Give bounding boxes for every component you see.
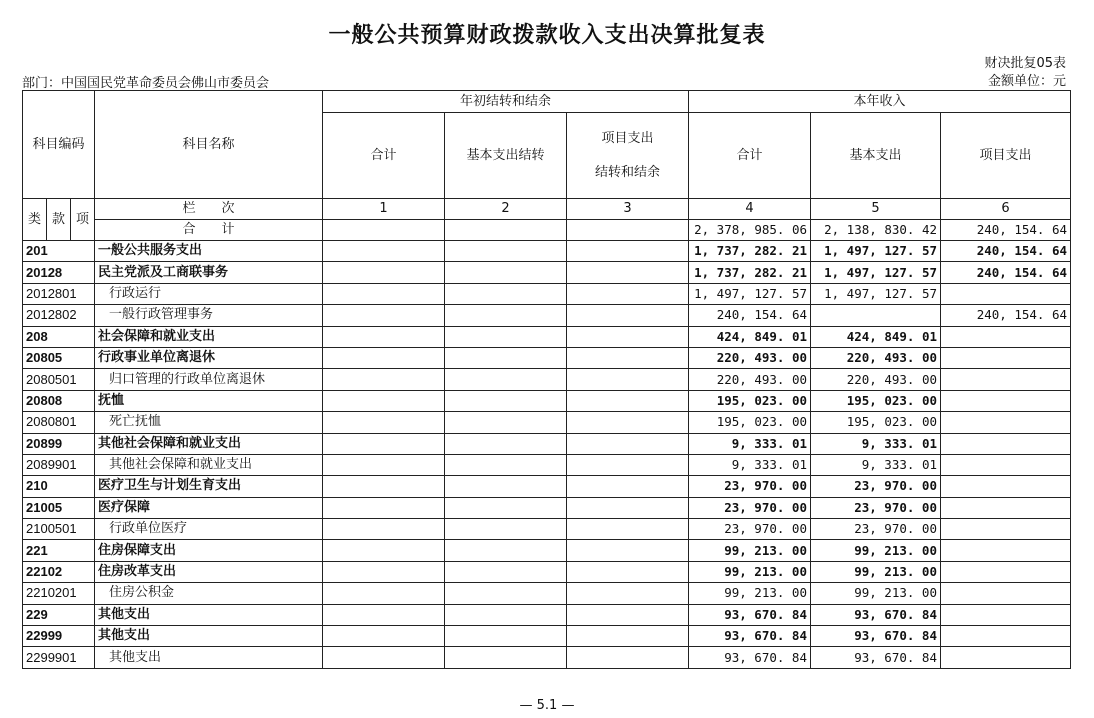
header-income-total: 合计 (689, 113, 811, 199)
table-row (23, 241, 1071, 262)
row-carry-c1 (323, 497, 445, 518)
row-c5: 220, 493. 00 (811, 369, 941, 390)
row-code: 201 (23, 241, 95, 262)
header-project-exp: 项目支出 (941, 113, 1071, 199)
row-c6 (941, 583, 1071, 604)
row-c5: 9, 333. 01 (811, 433, 941, 454)
row-carry-c3 (567, 433, 689, 454)
row-code: 210 (23, 476, 95, 497)
table-row (23, 519, 1071, 540)
row-code: 2210201 (23, 583, 95, 604)
row-c4: 23, 970. 00 (689, 519, 811, 540)
sum-label: 合 计 (95, 220, 323, 241)
row-carry-c3 (567, 626, 689, 647)
row-c4: 93, 670. 84 (689, 647, 811, 668)
row-code: 20128 (23, 262, 95, 283)
row-code: 20899 (23, 433, 95, 454)
table-row (23, 583, 1071, 604)
row-carry-c1 (323, 390, 445, 411)
header-xiang: 项 (71, 199, 95, 241)
table-row (23, 454, 1071, 475)
row-code: 2012801 (23, 283, 95, 304)
row-c6 (941, 540, 1071, 561)
table-body (23, 241, 1071, 669)
sum-c2 (445, 220, 567, 241)
row-carry-c3 (567, 519, 689, 540)
row-name: 抚恤 (95, 390, 323, 411)
row-c4: 99, 213. 00 (689, 583, 811, 604)
row-code: 22102 (23, 561, 95, 582)
row-name: 民主党派及工商联事务 (95, 262, 323, 283)
row-c5 (811, 305, 941, 326)
row-carry-c3 (567, 369, 689, 390)
row-code: 2012802 (23, 305, 95, 326)
row-c4: 23, 970. 00 (689, 497, 811, 518)
header-project-carry-line1: 项目支出 (601, 130, 654, 146)
row-carry-c3 (567, 305, 689, 326)
row-carry-c2 (445, 283, 567, 304)
row-c5: 99, 213. 00 (811, 583, 941, 604)
row-name: 归口管理的行政单位离退休 (95, 369, 323, 390)
row-carry-c2 (445, 583, 567, 604)
row-c6 (941, 497, 1071, 518)
header-subject-code: 科目编码 (23, 91, 95, 199)
header-basic-exp: 基本支出 (811, 113, 941, 199)
row-carry-c2 (445, 540, 567, 561)
row-c4: 220, 493. 00 (689, 347, 811, 368)
row-carry-c1 (323, 326, 445, 347)
sum-c6: 240, 154. 64 (941, 220, 1071, 241)
header-carry-total: 合计 (323, 113, 445, 199)
row-name: 其他社会保障和就业支出 (95, 433, 323, 454)
row-c4: 93, 670. 84 (689, 626, 811, 647)
row-c5: 1, 497, 127. 57 (811, 241, 941, 262)
row-name: 其他支出 (95, 647, 323, 668)
table-row (23, 262, 1071, 283)
table-row (23, 604, 1071, 625)
budget-table (22, 90, 1071, 669)
row-c5: 23, 970. 00 (811, 519, 941, 540)
row-carry-c3 (567, 476, 689, 497)
row-carry-c3 (567, 412, 689, 433)
row-c4: 195, 023. 00 (689, 390, 811, 411)
sum-c5: 2, 138, 830. 42 (811, 220, 941, 241)
row-carry-c1 (323, 369, 445, 390)
row-code: 208 (23, 326, 95, 347)
department-label: 部门：中国国民党革命委员会佛山市委员会 (22, 76, 270, 91)
row-c4: 9, 333. 01 (689, 454, 811, 475)
row-c4: 99, 213. 00 (689, 561, 811, 582)
row-code: 229 (23, 604, 95, 625)
row-name: 其他支出 (95, 604, 323, 625)
row-name: 医疗卫生与计划生育支出 (95, 476, 323, 497)
table-row (23, 390, 1071, 411)
row-c4: 240, 154. 64 (689, 305, 811, 326)
page-number: — 5.1 — (519, 698, 575, 713)
row-carry-c1 (323, 454, 445, 475)
table-row (23, 476, 1071, 497)
amount-unit: 金额单位：元 (987, 74, 1066, 89)
row-name: 医疗保障 (95, 497, 323, 518)
row-c5: 424, 849. 01 (811, 326, 941, 347)
row-name: 其他社会保障和就业支出 (95, 454, 323, 475)
table-row (23, 305, 1071, 326)
row-carry-c3 (567, 604, 689, 625)
col-number-3: 3 (567, 199, 689, 220)
row-carry-c3 (567, 390, 689, 411)
row-c6 (941, 369, 1071, 390)
row-c4: 424, 849. 01 (689, 326, 811, 347)
row-carry-c2 (445, 347, 567, 368)
col-number-1: 1 (323, 199, 445, 220)
header-income-group: 本年收入 (689, 91, 1071, 113)
row-carry-c2 (445, 369, 567, 390)
row-c5: 99, 213. 00 (811, 561, 941, 582)
row-c4: 1, 737, 282. 21 (689, 241, 811, 262)
row-c5: 195, 023. 00 (811, 390, 941, 411)
row-carry-c2 (445, 604, 567, 625)
row-carry-c1 (323, 476, 445, 497)
row-code: 2100501 (23, 519, 95, 540)
header-project-carry (567, 113, 689, 199)
row-c4: 23, 970. 00 (689, 476, 811, 497)
row-carry-c2 (445, 647, 567, 668)
row-c4: 99, 213. 00 (689, 540, 811, 561)
row-carry-c2 (445, 433, 567, 454)
header-lei: 类 (23, 199, 47, 241)
header-carryover-group: 年初结转和结余 (323, 91, 689, 113)
row-c6 (941, 604, 1071, 625)
row-code: 2080801 (23, 412, 95, 433)
row-c5: 220, 493. 00 (811, 347, 941, 368)
row-carry-c3 (567, 497, 689, 518)
sum-c3 (567, 220, 689, 241)
row-c5: 9, 333. 01 (811, 454, 941, 475)
row-code: 2299901 (23, 647, 95, 668)
row-name: 行政事业单位离退休 (95, 347, 323, 368)
row-name: 住房保障支出 (95, 540, 323, 561)
row-c6 (941, 390, 1071, 411)
row-carry-c2 (445, 305, 567, 326)
table-row (23, 412, 1071, 433)
row-c5: 23, 970. 00 (811, 497, 941, 518)
row-c5: 93, 670. 84 (811, 604, 941, 625)
row-c5: 1, 497, 127. 57 (811, 283, 941, 304)
row-c4: 220, 493. 00 (689, 369, 811, 390)
row-c4: 93, 670. 84 (689, 604, 811, 625)
row-carry-c1 (323, 540, 445, 561)
header-kuan: 款 (47, 199, 71, 241)
row-carry-c2 (445, 519, 567, 540)
row-name: 社会保障和就业支出 (95, 326, 323, 347)
row-carry-c2 (445, 241, 567, 262)
col-number-5: 5 (811, 199, 941, 220)
header-project-carry-line2: 结转和结余 (594, 164, 660, 180)
row-c6 (941, 476, 1071, 497)
report-title: 一般公共预算财政拨款收入支出决算批复表 (328, 23, 766, 48)
row-c5: 99, 213. 00 (811, 540, 941, 561)
row-c5: 93, 670. 84 (811, 647, 941, 668)
row-c6 (941, 519, 1071, 540)
row-carry-c1 (323, 305, 445, 326)
row-c6 (941, 412, 1071, 433)
row-c6 (941, 626, 1071, 647)
row-carry-c3 (567, 241, 689, 262)
row-carry-c3 (567, 347, 689, 368)
form-number: 财决批复05表 (984, 56, 1066, 71)
row-name: 行政运行 (95, 283, 323, 304)
row-carry-c3 (567, 262, 689, 283)
row-c5: 93, 670. 84 (811, 626, 941, 647)
table-row (23, 647, 1071, 668)
row-c6 (941, 454, 1071, 475)
row-carry-c2 (445, 497, 567, 518)
row-carry-c1 (323, 647, 445, 668)
table-row (23, 326, 1071, 347)
row-c5: 23, 970. 00 (811, 476, 941, 497)
row-carry-c3 (567, 540, 689, 561)
sum-c4: 2, 378, 985. 06 (689, 220, 811, 241)
row-c6 (941, 433, 1071, 454)
row-c5: 195, 023. 00 (811, 412, 941, 433)
row-c6: 240, 154. 64 (941, 305, 1071, 326)
header-subject-name: 科目名称 (95, 91, 323, 199)
row-c6 (941, 561, 1071, 582)
row-c4: 1, 737, 282. 21 (689, 262, 811, 283)
table-row (23, 497, 1071, 518)
row-carry-c2 (445, 454, 567, 475)
row-code: 2089901 (23, 454, 95, 475)
table-header (23, 91, 1071, 241)
row-carry-c1 (323, 561, 445, 582)
row-carry-c1 (323, 283, 445, 304)
row-c6 (941, 347, 1071, 368)
table-row (23, 283, 1071, 304)
row-carry-c1 (323, 519, 445, 540)
row-code: 20808 (23, 390, 95, 411)
row-carry-c1 (323, 433, 445, 454)
row-carry-c1 (323, 262, 445, 283)
table-row (23, 540, 1071, 561)
row-carry-c2 (445, 626, 567, 647)
row-carry-c2 (445, 476, 567, 497)
row-carry-c1 (323, 626, 445, 647)
row-name: 住房公积金 (95, 583, 323, 604)
row-code: 2080501 (23, 369, 95, 390)
row-c6: 240, 154. 64 (941, 241, 1071, 262)
row-code: 221 (23, 540, 95, 561)
row-carry-c3 (567, 326, 689, 347)
row-c6: 240, 154. 64 (941, 262, 1071, 283)
col-number-2: 2 (445, 199, 567, 220)
row-c6 (941, 647, 1071, 668)
row-carry-c3 (567, 583, 689, 604)
sum-row (23, 220, 1071, 241)
row-c6 (941, 283, 1071, 304)
row-carry-c2 (445, 390, 567, 411)
col-number-6: 6 (941, 199, 1071, 220)
row-carry-c3 (567, 454, 689, 475)
row-c4: 9, 333. 01 (689, 433, 811, 454)
row-carry-c1 (323, 347, 445, 368)
row-carry-c2 (445, 561, 567, 582)
row-carry-c1 (323, 583, 445, 604)
sum-c1 (323, 220, 445, 241)
row-name: 一般公共服务支出 (95, 241, 323, 262)
col-number-4: 4 (689, 199, 811, 220)
row-carry-c3 (567, 561, 689, 582)
row-carry-c2 (445, 326, 567, 347)
header-column-seq: 栏 次 (95, 199, 323, 220)
row-c4: 1, 497, 127. 57 (689, 283, 811, 304)
row-carry-c1 (323, 604, 445, 625)
row-carry-c1 (323, 241, 445, 262)
row-carry-c3 (567, 647, 689, 668)
table-row (23, 369, 1071, 390)
row-c6 (941, 326, 1071, 347)
row-code: 20805 (23, 347, 95, 368)
table-row (23, 561, 1071, 582)
row-name: 行政单位医疗 (95, 519, 323, 540)
row-carry-c2 (445, 262, 567, 283)
table-row (23, 433, 1071, 454)
row-carry-c3 (567, 283, 689, 304)
table-row (23, 347, 1071, 368)
row-carry-c2 (445, 412, 567, 433)
row-c5: 1, 497, 127. 57 (811, 262, 941, 283)
header-basic-carry: 基本支出结转 (445, 113, 567, 199)
row-name: 其他支出 (95, 626, 323, 647)
table-row (23, 626, 1071, 647)
row-name: 住房改革支出 (95, 561, 323, 582)
row-c4: 195, 023. 00 (689, 412, 811, 433)
row-name: 一般行政管理事务 (95, 305, 323, 326)
row-code: 21005 (23, 497, 95, 518)
row-code: 22999 (23, 626, 95, 647)
row-carry-c1 (323, 412, 445, 433)
row-name: 死亡抚恤 (95, 412, 323, 433)
